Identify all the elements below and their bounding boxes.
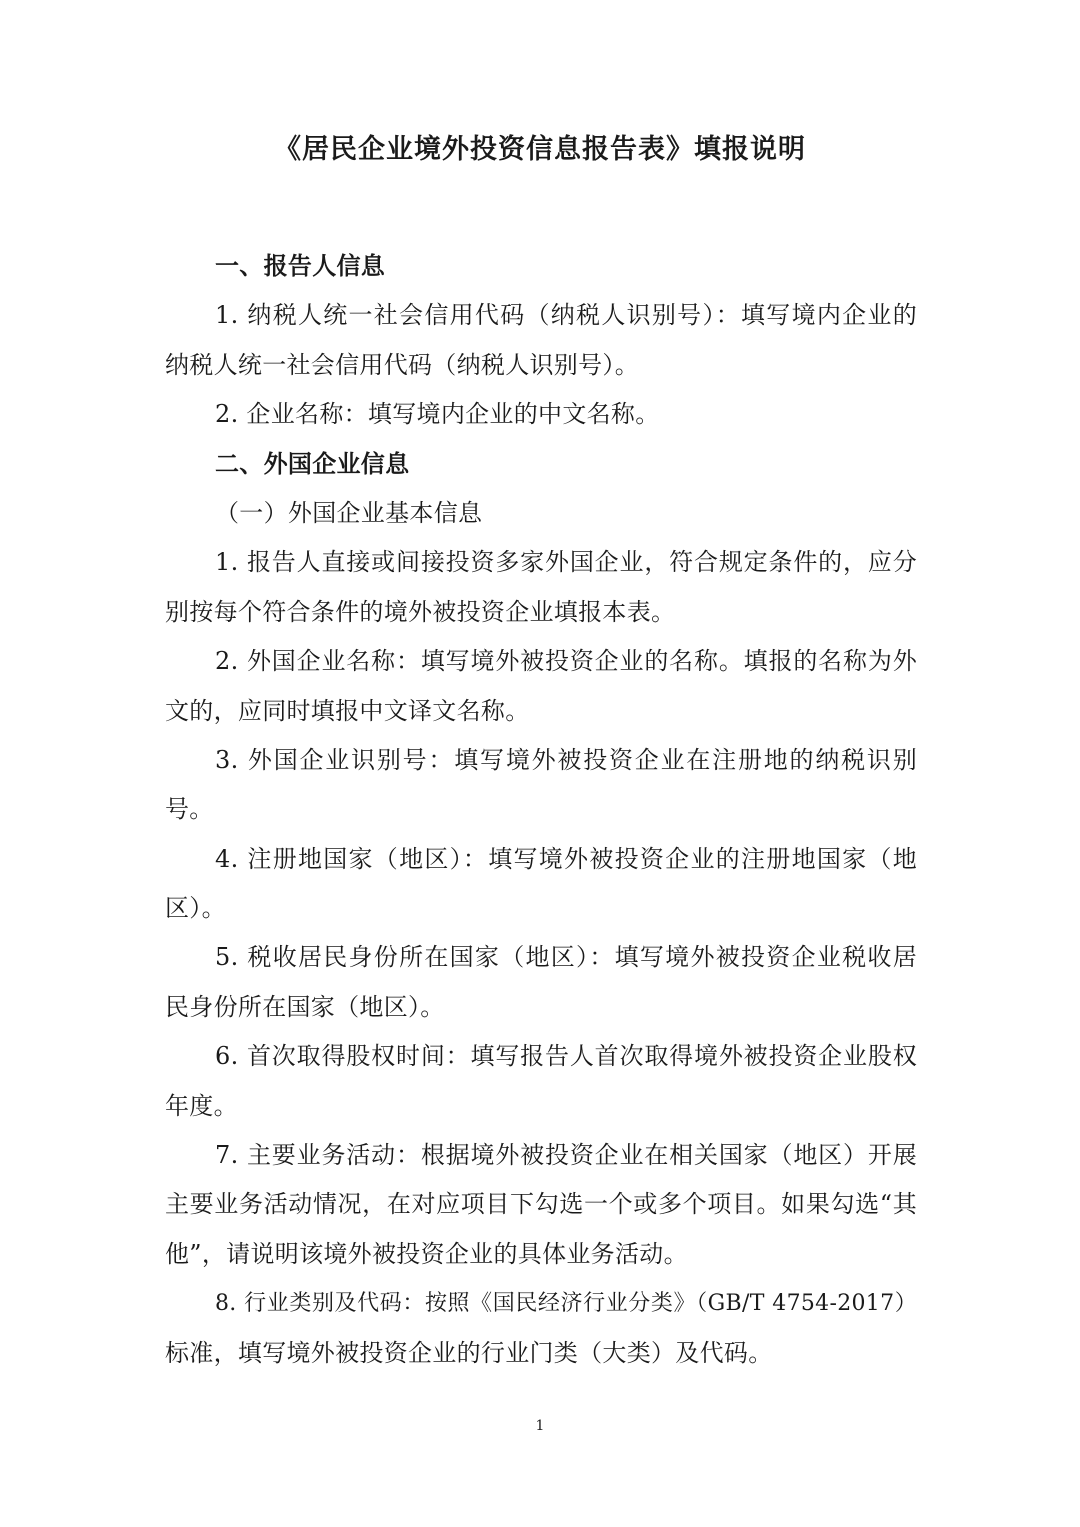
paragraph-line: 民身份所在国家（地区）。 [165,992,445,1021]
paragraph-line: 1. 报告人直接或间接投资多家外国企业，符合规定条件的，应分 [215,548,917,577]
paragraph-line: 8. 行业类别及代码：按照《国民经济行业分类》（GB/T 4754-2017） [215,1291,917,1317]
paragraph-line: 文的，应同时填报中文译文名称。 [165,696,530,725]
section-heading-reporter-info: 一、报告人信息 [215,252,386,280]
subsection-heading-basic-info: （一）外国企业基本信息 [215,498,483,527]
paragraph-line: 主要业务活动情况，在对应项目下勾选一个或多个项目。如果勾选“其 [165,1190,917,1219]
paragraph-line: 7. 主要业务活动：根据境外被投资企业在相关国家（地区）开展 [215,1141,917,1170]
paragraph-line: 区）。 [165,894,226,923]
paragraph-line: 别按每个符合条件的境外被投资企业填报本表。 [165,597,676,626]
paragraph-line: 标准，填写境外被投资企业的行业门类（大类）及代码。 [165,1338,773,1367]
page-number: 1 [535,1418,545,1434]
document-body [165,242,917,1378]
document-title: 《居民企业境外投资信息报告表》填报说明 [274,134,806,165]
section-heading-foreign-enterprise-info: 二、外国企业信息 [215,449,410,478]
paragraph-line: 2. 外国企业名称：填写境外被投资企业的名称。填报的名称为外 [215,647,917,676]
paragraph-line: 2. 企业名称：填写境内企业的中文名称。 [215,400,660,429]
paragraph-line: 年度。 [165,1091,238,1120]
paragraph-line: 5. 税收居民身份所在国家（地区）：填写境外被投资企业税收居 [215,943,917,972]
paragraph-line: 号。 [165,795,214,824]
paragraph-line: 他”，请说明该境外被投资企业的具体业务活动。 [165,1239,688,1268]
paragraph-line: 4. 注册地国家（地区）：填写境外被投资企业的注册地国家（地 [215,844,917,873]
paragraph-line: 1. 纳税人统一社会信用代码（纳税人识别号）：填写境内企业的 [215,301,917,330]
paragraph-line: 纳税人统一社会信用代码（纳税人识别号）。 [165,350,639,379]
paragraph-line: 3. 外国企业识别号：填写境外被投资企业在注册地的纳税识别 [215,745,917,774]
paragraph-line: 6. 首次取得股权时间：填写报告人首次取得境外被投资企业股权 [215,1042,917,1071]
